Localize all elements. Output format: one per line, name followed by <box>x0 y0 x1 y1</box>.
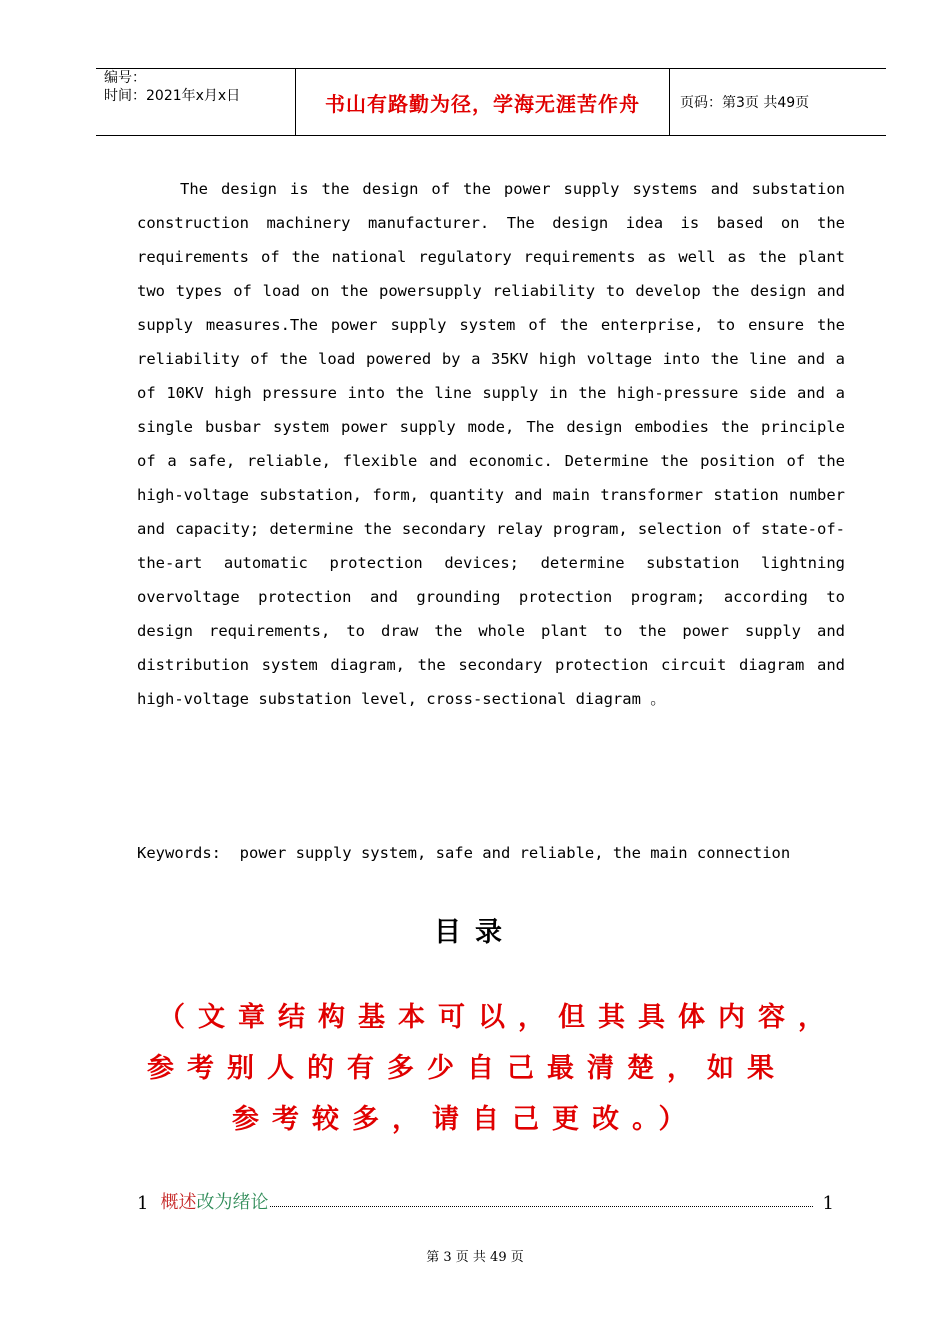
toc-revision-note <box>140 992 860 1145</box>
header-motto-cell <box>296 69 670 135</box>
note-line: 参考较多，请自己更改。） <box>232 1104 699 1135</box>
header-motto: 书山有路勤为径，学海无涯苦作舟 <box>325 91 640 116</box>
note-line: 参考别人的有多少自己最清楚，如果 <box>147 1053 787 1084</box>
keywords-line: Keywords: power supply system, safe and reliable, the main connection <box>137 844 791 862</box>
header-time-label: 时间：2021年x月x日 <box>104 88 241 104</box>
toc-entry-page: 1 <box>822 1193 834 1214</box>
header-meta-cell <box>96 69 296 135</box>
toc-title: 目录 <box>434 917 516 948</box>
toc-entry[interactable] <box>137 1186 834 1214</box>
page-header <box>96 68 886 136</box>
header-page-label: 页码：第3页 共49页 <box>680 95 810 111</box>
toc-entry-title-original: 概述 <box>160 1192 197 1213</box>
toc-entry-title-revision: 改为绪论 <box>196 1192 269 1213</box>
note-line: （文章结构基本可以，但其具体内容， <box>158 1002 838 1033</box>
abstract-paragraph: The design is the design of the power supply systems and substation construction machinery manufacturer. The design idea is based on the requirements of the national regulatory requirements as well as the plant two types of load on the powersupply reliability to develop the design and supply measures.The power supply system of the enterprise, to ensure the reliability of the load powered by a 35KV high voltage into the line and a of 10KV high pressure into the line supply in the high-pressure side and a single busbar system power supply mode, The design embodies the principle of a safe, reliable, flexible and economic. Determine the position of the high-voltage substation, form, quantity and main transformer station number and capacity; determine the secondary relay program, selection of state-of-the-art automatic protection devices; determine substation lightning overvoltage protection and grounding protection program; according to design requirements, to draw the whole plant to the power supply and distribution system diagram, the secondary protection circuit diagram and high-voltage substation level, cross-sectional diagram 。 <box>137 180 845 708</box>
header-number-label: 编号： <box>104 70 146 86</box>
toc-dot-leader <box>270 1206 812 1207</box>
toc-entry-number: 1 <box>137 1193 149 1214</box>
page-footer: 第 3 页 共 49 页 <box>426 1250 524 1265</box>
